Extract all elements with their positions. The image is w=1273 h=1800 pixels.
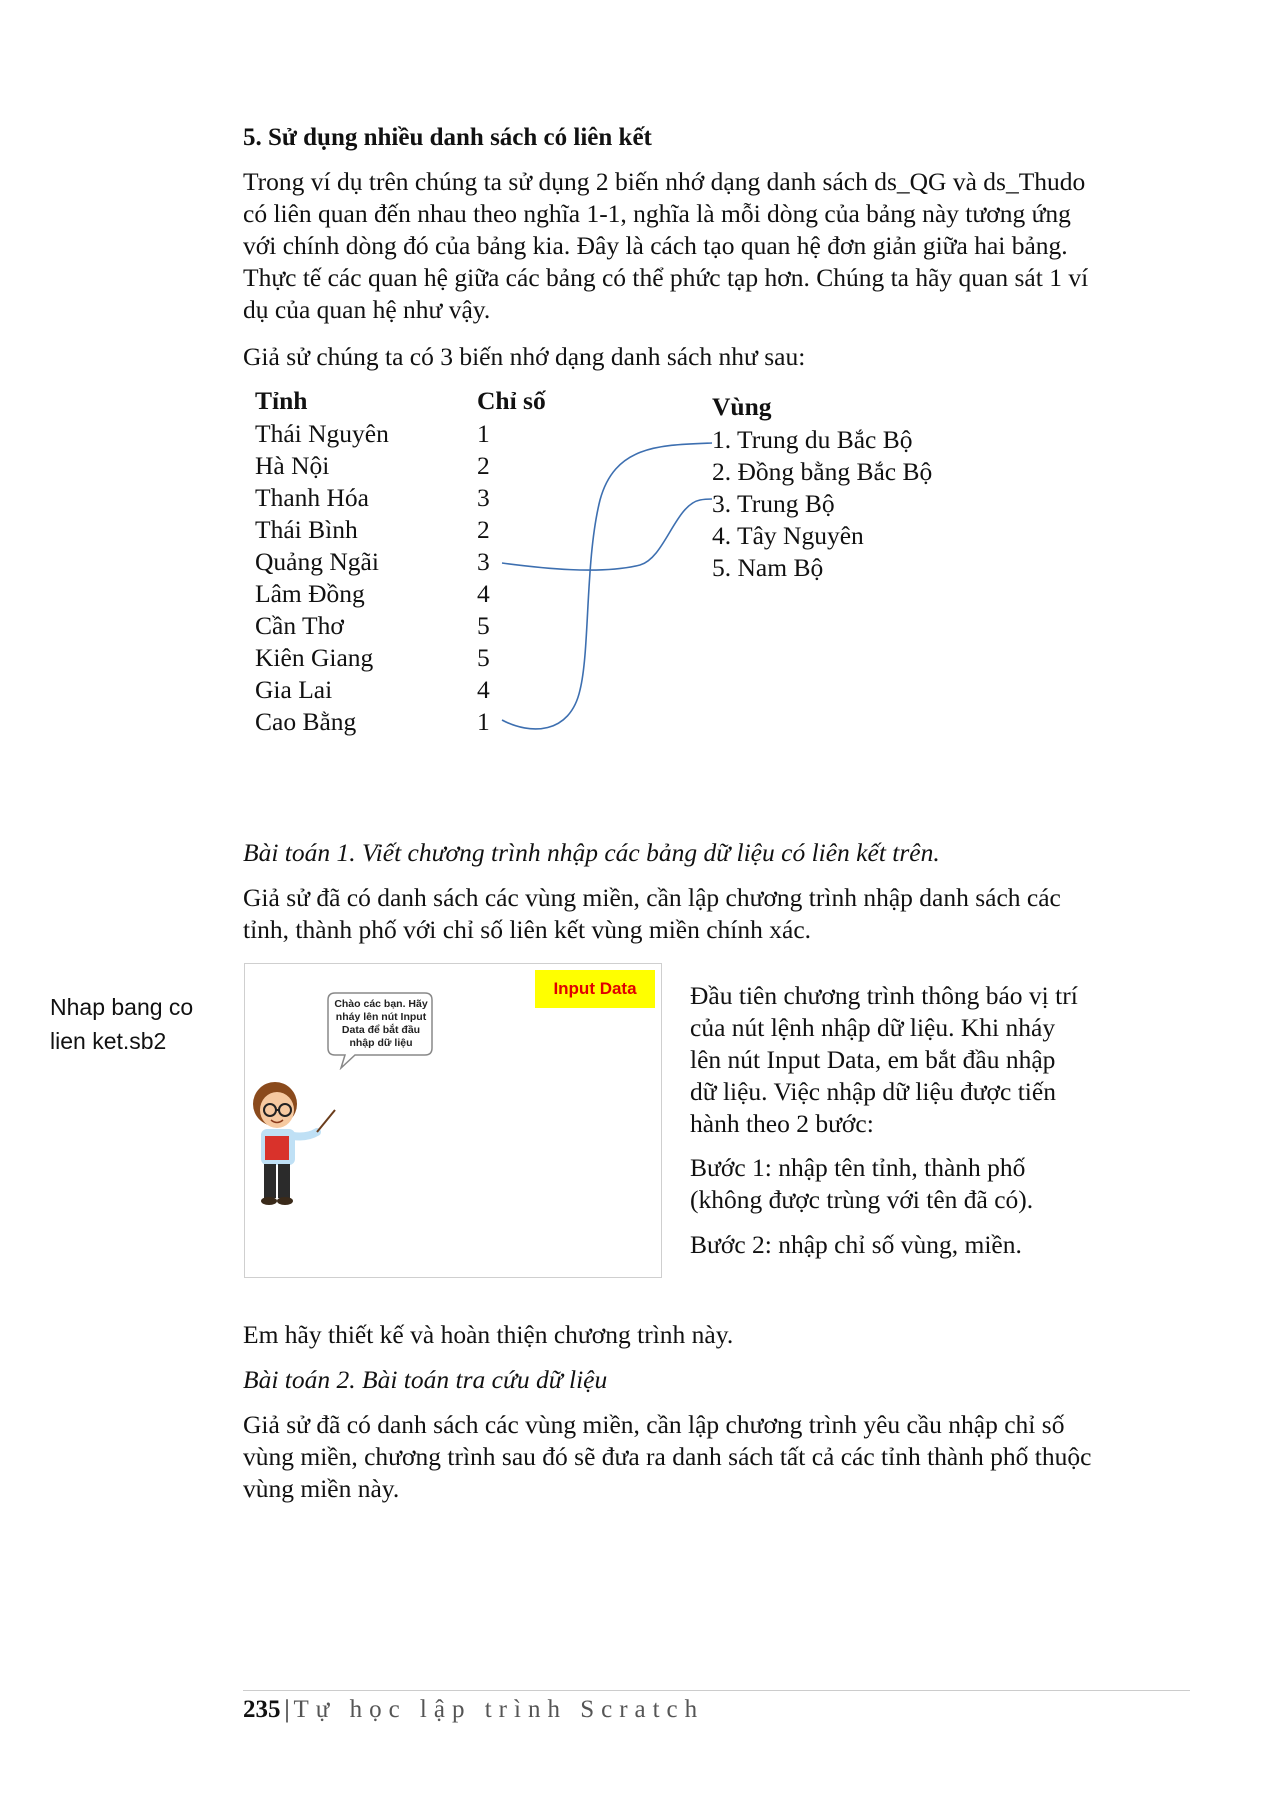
index-item: 3 bbox=[477, 547, 490, 576]
bubble-line: Data để bắt đầu bbox=[341, 1024, 421, 1036]
explain-line: Đầu tiên chương trình thông báo vị trí bbox=[690, 981, 1078, 1010]
desc-line: vùng miền, chương trình sau đó sẽ đưa ra danh sách tất cả các tỉnh thành phố thuộc bbox=[243, 1442, 1092, 1471]
link-quang-ngai-to-region-3 bbox=[502, 499, 712, 570]
bubble-line: nhập dữ liệu bbox=[349, 1037, 413, 1049]
desc-line: Giả sử đã có danh sách các vùng miền, cần lập chương trình nhập danh sách các bbox=[243, 883, 1061, 912]
province-item: Lâm Đồng bbox=[255, 579, 365, 608]
index-item: 2 bbox=[477, 515, 490, 544]
region-header: Vùng bbox=[712, 392, 772, 421]
section-heading: 5. Sử dụng nhiều danh sách có liên kết bbox=[243, 124, 652, 151]
bubble-line: Chào các bạn. Hãy bbox=[334, 998, 428, 1010]
input-data-button[interactable]: Input Data bbox=[535, 970, 655, 1008]
problem1-step2: Bước 2: nhập chỉ số vùng, miền. bbox=[690, 1230, 1022, 1259]
intro-line: dụ của quan hệ như vậy. bbox=[243, 295, 491, 324]
province-item: Kiên Giang bbox=[255, 643, 374, 672]
index-item: 5 bbox=[477, 611, 490, 640]
desc-line: tỉnh, thành phố với chỉ số liên kết vùng miền chính xác. bbox=[243, 915, 812, 944]
step1-line: (không được trùng với tên đã có). bbox=[690, 1185, 1034, 1214]
link-cao-bang-to-region-1 bbox=[502, 443, 712, 729]
problem1-step1 bbox=[690, 1152, 1033, 1216]
province-header: Tỉnh bbox=[255, 386, 308, 415]
index-item: 1 bbox=[477, 419, 490, 448]
intro-line: với chính dòng đó của bảng kia. Đây là cách tạo quan hệ đơn giản giữa hai bảng. bbox=[243, 231, 1068, 260]
intro-line: có liên quan đến nhau theo nghĩa 1-1, nghĩa là mỗi dòng của bảng này tương ứng bbox=[243, 199, 1071, 228]
side-note-line: lien ket.sb2 bbox=[50, 1028, 167, 1054]
region-item: 4. Tây Nguyên bbox=[712, 521, 864, 550]
province-item: Thanh Hóa bbox=[255, 483, 370, 512]
problem2-title: Bài toán 2. Bài toán tra cứu dữ liệu bbox=[243, 1365, 608, 1394]
index-item: 4 bbox=[477, 675, 490, 704]
index-item: 2 bbox=[477, 451, 490, 480]
region-item: 1. Trung du Bắc Bộ bbox=[712, 425, 913, 454]
region-item: 5. Nam Bộ bbox=[712, 553, 824, 582]
bubble-line: nháy lên nút Input bbox=[335, 1011, 427, 1023]
explain-line: của nút lệnh nhập dữ liệu. Khi nháy bbox=[690, 1013, 1056, 1042]
intro-line: Trong ví dụ trên chúng ta sử dụng 2 biến nhớ dạng danh sách ds_QG và ds_Thudo bbox=[243, 167, 1086, 196]
teacher-character bbox=[247, 1074, 357, 1224]
index-item: 4 bbox=[477, 579, 490, 608]
index-item: 5 bbox=[477, 643, 490, 672]
desc-line: Giả sử đã có danh sách các vùng miền, cần lập chương trình yêu cầu nhập chỉ số bbox=[243, 1410, 1065, 1439]
link-lines bbox=[0, 0, 1273, 800]
region-item: 3. Trung Bộ bbox=[712, 489, 835, 518]
problem1-desc bbox=[243, 882, 1061, 946]
problem1-explain bbox=[690, 980, 1078, 1140]
province-item: Hà Nội bbox=[255, 451, 330, 480]
page-number: 235 bbox=[243, 1696, 281, 1723]
index-header: Chỉ số bbox=[477, 386, 546, 415]
explain-line: dữ liệu. Việc nhập dữ liệu được tiến bbox=[690, 1077, 1056, 1106]
step1-line: Bước 1: nhập tên tỉnh, thành phố bbox=[690, 1153, 1026, 1182]
side-note-line: Nhap bang co bbox=[50, 994, 194, 1020]
index-item: 3 bbox=[477, 483, 490, 512]
region-item: 2. Đồng bằng Bắc Bộ bbox=[712, 457, 933, 486]
desc-line: vùng miền này. bbox=[243, 1474, 400, 1503]
intro-line: Thực tế các quan hệ giữa các bảng có thể phức tạp hơn. Chúng ta hãy quan sát 1 ví bbox=[243, 263, 1089, 292]
province-item: Quảng Ngãi bbox=[255, 547, 379, 576]
province-item: Cần Thơ bbox=[255, 611, 344, 640]
explain-line: hành theo 2 bước: bbox=[690, 1109, 874, 1138]
province-item: Thái Nguyên bbox=[255, 419, 389, 448]
lead-text: Giả sử chúng ta có 3 biến nhớ dạng danh sách như sau: bbox=[243, 342, 806, 371]
side-note bbox=[50, 990, 193, 1058]
problem2-desc bbox=[243, 1409, 1091, 1505]
footer-rule bbox=[243, 1690, 1190, 1691]
footer-separator: | bbox=[284, 1696, 290, 1723]
province-item: Cao Bằng bbox=[255, 707, 357, 736]
problem1-title: Bài toán 1. Viết chương trình nhập các bảng dữ liệu có liên kết trên. bbox=[243, 838, 940, 867]
index-item: 1 bbox=[477, 707, 490, 736]
page-footer bbox=[243, 1696, 704, 1724]
book-title: Tự học lập trình Scratch bbox=[293, 1696, 705, 1723]
scratch-stage bbox=[244, 963, 662, 1278]
bubble-text bbox=[331, 998, 431, 1050]
problem1-closing: Em hãy thiết kế và hoàn thiện chương trình này. bbox=[243, 1320, 734, 1349]
explain-line: lên nút Input Data, em bắt đầu nhập bbox=[690, 1045, 1056, 1074]
province-item: Gia Lai bbox=[255, 675, 333, 704]
province-item: Thái Bình bbox=[255, 515, 358, 544]
